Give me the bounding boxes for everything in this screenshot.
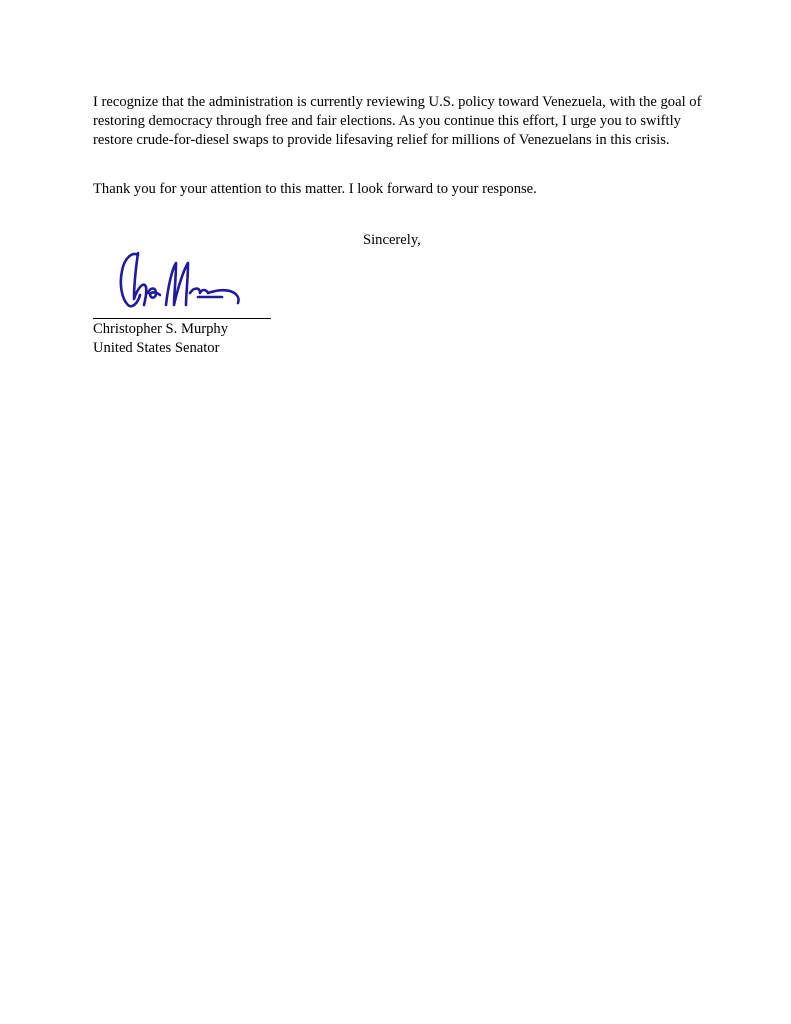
body-paragraph-policy-request: I recognize that the administration is currently reviewing U.S. policy toward Venezuela, with the goal of restoring democracy through free and fair elections. As you continue this effort, I urge you to swiftly restore crude-for-diesel swaps to provide lifesaving relief for millions of Venezuelans in this crisis.: [93, 94, 702, 148]
handwritten-signature: [114, 247, 250, 319]
signer-title: United States Senator: [93, 340, 220, 356]
closing-salutation: Sincerely,: [363, 232, 421, 248]
signature-line: [93, 318, 271, 319]
signer-name: Christopher S. Murphy: [93, 321, 228, 337]
body-paragraph-thank-you: Thank you for your attention to this matter. I look forward to your response.: [93, 181, 537, 197]
